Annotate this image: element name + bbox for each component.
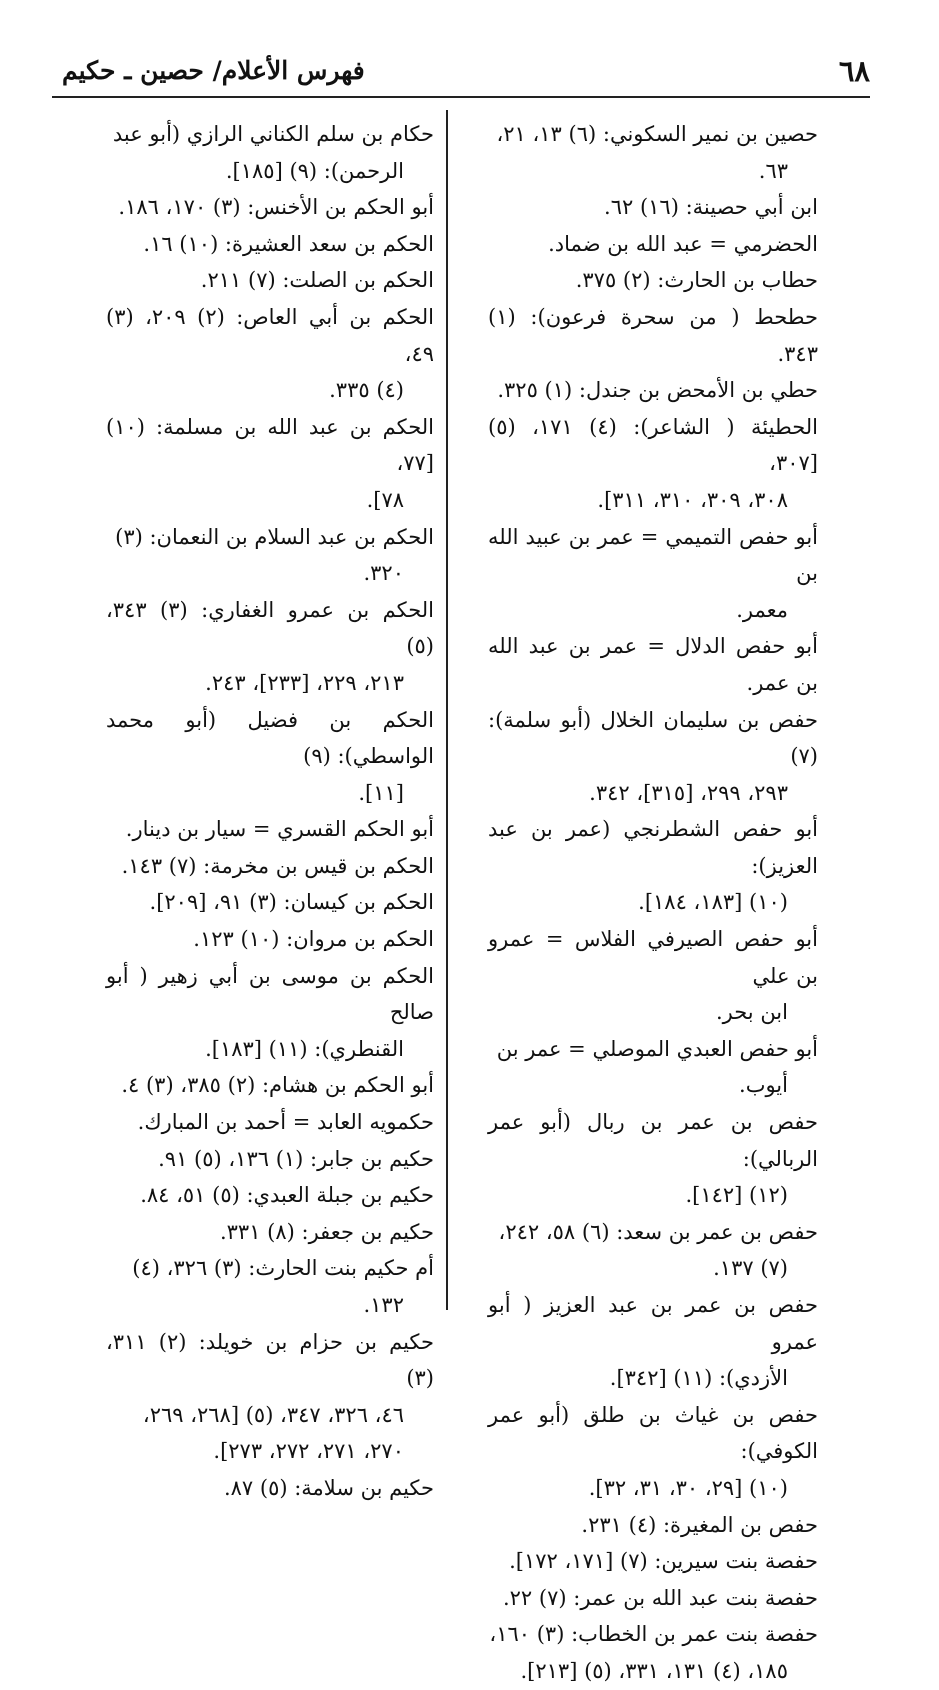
entry-line: أم حكيم بنت الحارث: (٣) ٣٢٦، (٤) xyxy=(132,1256,434,1281)
entry-continuation-line: ٤٦، ٣٢٦، ٣٤٧، (٥) [٢٦٨، ٢٦٩، xyxy=(142,1402,404,1427)
index-entry xyxy=(76,1067,434,1104)
page-header xyxy=(52,44,870,94)
index-entry xyxy=(458,921,818,1031)
entry-continuation-line: (١٠) [١٨٣، ١٨٤]. xyxy=(638,890,788,915)
index-entry xyxy=(76,189,434,226)
entry-line: الحكم بن قيس بن مخرمة: (٧) ١٤٣. xyxy=(121,853,434,878)
index-entry xyxy=(76,592,434,702)
entry-line: الحكم بن فضيل (أبو محمد الواسطي): (٩) xyxy=(106,707,434,769)
entry-continuation-line: (٧) ١٣٧. xyxy=(713,1256,788,1281)
index-entry xyxy=(458,299,818,372)
index-entry xyxy=(76,848,434,885)
entry-line: الحكم بن مروان: (١٠) ١٢٣. xyxy=(193,927,434,952)
index-entry xyxy=(76,1177,434,1214)
index-entry xyxy=(76,409,434,519)
entry-line: حفصة بنت سيرين: (٧) [١٧١، ١٧٢]. xyxy=(509,1549,818,1574)
entry-line: الحكم بن عمرو الغفاري: (٣) ٣٤٣، (٥) xyxy=(106,597,434,659)
index-entry xyxy=(458,1543,818,1580)
index-entry xyxy=(458,1507,818,1544)
entry-line: أبو حفص الشطرنجي (عمر بن عبد العزيز): xyxy=(488,817,818,878)
index-entry xyxy=(458,1397,818,1507)
entry-line: حكمويه العابد = أحمد بن المبارك. xyxy=(137,1110,434,1135)
entry-line: حفص بن عمر بن ربال (أبو عمر الربالي): xyxy=(488,1110,818,1171)
entry-line: حفص بن غياث بن طلق (أبو عمر الكوفي): xyxy=(488,1402,818,1464)
entry-continuation-line: ٢٩٣، ٢٩٩، [٣١٥]، ٣٤٢. xyxy=(589,780,788,805)
entry-continuation-line: (١٢) [١٤٢]. xyxy=(685,1183,788,1208)
entry-line: الحطيئة ( الشاعر): (٤) ١٧١، (٥) [٣٠٧، xyxy=(488,414,818,476)
entry-continuation-line: ٦٣. xyxy=(758,158,788,183)
index-entry xyxy=(458,628,818,701)
entry-line: حطي بن الأمحض بن جندل: (١) ٣٢٥. xyxy=(497,378,818,403)
running-title: فهرس الأعلام/ حصين ـ حكيم xyxy=(62,56,365,85)
entry-continuation-line: أيوب. xyxy=(739,1073,788,1098)
entry-line: حطحط ( من سحرة فرعون): (١) ٣٤٣. xyxy=(488,304,818,366)
entry-line: حفص بن المغيرة: (٤) ٢٣١. xyxy=(581,1512,818,1537)
entry-line: حصين بن نمير السكوني: (٦) ١٣، ٢١، xyxy=(496,122,818,146)
entry-line: أبو حفص العبدي الموصلي = عمر بن xyxy=(496,1036,818,1061)
index-entry xyxy=(458,372,818,409)
index-entry xyxy=(76,519,434,592)
entry-continuation-line: (١٠) [٢٩، ٣٠، ٣١، ٣٢]. xyxy=(588,1475,788,1500)
entry-line: الحكم بن عبد السلام بن النعمان: (٣) xyxy=(115,524,434,549)
index-entry xyxy=(76,1104,434,1141)
entry-line: أبو الحكم القسري = سيار بن دينار. xyxy=(125,817,434,842)
index-entry xyxy=(458,1287,818,1397)
entry-continuation-line: ١٣٢. xyxy=(363,1293,404,1317)
index-entry xyxy=(458,811,818,921)
entry-line: الحكم بن الصلت: (٧) ٢١١. xyxy=(200,268,434,293)
entry-line: الحكم بن كيسان: (٣) ٩١، [٢٠٩]. xyxy=(149,890,434,915)
entry-continuation-line: ابن بحر. xyxy=(715,1000,788,1025)
entry-line: الحكم بن عبد الله بن مسلمة: (١٠) [٧٧، xyxy=(106,414,434,476)
index-entry xyxy=(76,921,434,958)
index-entry xyxy=(76,702,434,812)
index-entry xyxy=(76,1250,434,1323)
index-entry xyxy=(458,519,818,629)
index-entry xyxy=(458,1214,818,1287)
entry-line: حكيم بن سلامة: (٥) ٨٧. xyxy=(223,1475,434,1500)
index-entry xyxy=(458,262,818,299)
entry-continuation-line: ٢١٣، ٢٢٩، [٢٣٣]، ٢٤٣. xyxy=(205,670,404,695)
entry-continuation-line: ٣٢٠. xyxy=(363,561,404,586)
index-entry xyxy=(458,1616,818,1689)
index-entry xyxy=(76,1214,434,1251)
index-entry xyxy=(76,226,434,263)
index-entry xyxy=(76,884,434,921)
entry-line: حفص بن عمر بن سعد: (٦) ٥٨، ٢٤٢، xyxy=(498,1219,818,1244)
index-entry xyxy=(458,409,818,519)
entry-line: حطاب بن الحارث: (٢) ٣٧٥. xyxy=(575,268,818,293)
entry-line: الحضرمي = عبد الله بن ضماد. xyxy=(548,231,818,256)
entry-line: الحكم بن سعد العشيرة: (١٠) ١٦. xyxy=(143,231,434,256)
entry-line: حكيم بن جعفر: (٨) ٣٣١. xyxy=(219,1219,434,1244)
index-entry xyxy=(76,262,434,299)
index-entry xyxy=(458,116,818,189)
column-divider xyxy=(446,110,448,1310)
entry-continuation-line: (٤) ٣٣٥. xyxy=(329,378,404,403)
entry-line: الحكم بن أبي العاص: (٢) ٢٠٩، (٣) ٤٩، xyxy=(106,304,434,366)
entry-continuation-line: [١١]. xyxy=(358,780,404,805)
index-entry xyxy=(76,1324,434,1470)
index-column-right xyxy=(458,116,818,1690)
entry-line: أبو حفص الصيرفي الفلاس = عمرو بن علي xyxy=(488,927,818,988)
entry-line: حكيم بن جابر: (١) ١٣٦، (٥) ٩١. xyxy=(158,1146,434,1171)
entry-line: حفص بن سليمان الخلال (أبو سلمة): (٧) xyxy=(488,707,818,769)
index-entry xyxy=(76,958,434,1068)
entry-line: حفصة بنت عبد الله بن عمر: (٧) ٢٢. xyxy=(502,1585,818,1610)
entry-line: ابن أبي حصينة: (١٦) ٦٢. xyxy=(604,195,818,220)
index-entry xyxy=(76,811,434,848)
entry-continuation-line: ٣٠٨، ٣٠٩، ٣١٠، ٣١١]. xyxy=(597,487,788,512)
entry-line: حكيم بن حزام بن خويلد: (٢) ٣١١، (٣) xyxy=(106,1329,434,1391)
index-entry xyxy=(458,1104,818,1214)
entry-continuation-line: ٧٨]. xyxy=(366,487,404,512)
entry-line: حفصة بنت عمر بن الخطاب: (٣) ١٦٠، xyxy=(489,1622,818,1647)
index-entry xyxy=(458,189,818,226)
entry-continuation-line: الأزدي): (١١) [٣٤٢]. xyxy=(609,1366,788,1391)
entry-line: أبو الحكم بن الأخنس: (٣) ١٧٠، ١٨٦. xyxy=(118,195,434,220)
index-entry xyxy=(458,1580,818,1617)
entry-continuation-line: ١٨٥، (٤) ١٣١، ٣٣١، (٥) [٢١٣]. xyxy=(520,1658,788,1683)
entry-continuation-line: معمر. xyxy=(736,597,788,622)
entry-line: أبو حفص التميمي = عمر بن عبيد الله بن xyxy=(488,524,818,586)
entry-continuation-line: الرحمن): (٩) [١٨٥]. xyxy=(225,158,404,183)
header-rule xyxy=(52,96,870,98)
entry-line: الحكم بن موسى بن أبي زهير ( أبو صالح xyxy=(106,963,434,1025)
entry-line: حفص بن عمر بن عبد العزيز ( أبو عمرو xyxy=(488,1293,818,1354)
page-number: ٦٨ xyxy=(838,54,870,88)
index-entry xyxy=(458,1031,818,1104)
entry-continuation-line: ٢٧٠، ٢٧١، ٢٧٢، ٢٧٣]. xyxy=(213,1439,404,1464)
index-entry xyxy=(458,702,818,812)
entry-line: أبو الحكم بن هشام: (٢) ٣٨٥، (٣) ٤. xyxy=(121,1073,434,1098)
index-entry xyxy=(76,116,434,189)
index-entry xyxy=(76,1141,434,1178)
index-entry xyxy=(76,299,434,409)
entry-line: أبو حفص الدلال = عمر بن عبد الله بن عمر. xyxy=(488,634,818,695)
index-entry xyxy=(458,226,818,263)
entry-line: حكام بن سلم الكناني الرازي (أبو عبد xyxy=(112,122,434,146)
entry-line: حكيم بن جبلة العبدي: (٥) ٥١، ٨٤. xyxy=(140,1183,434,1208)
index-entry xyxy=(76,1470,434,1507)
entry-continuation-line: القنطري): (١١) [١٨٣]. xyxy=(205,1036,404,1061)
index-column-left xyxy=(76,116,434,1507)
